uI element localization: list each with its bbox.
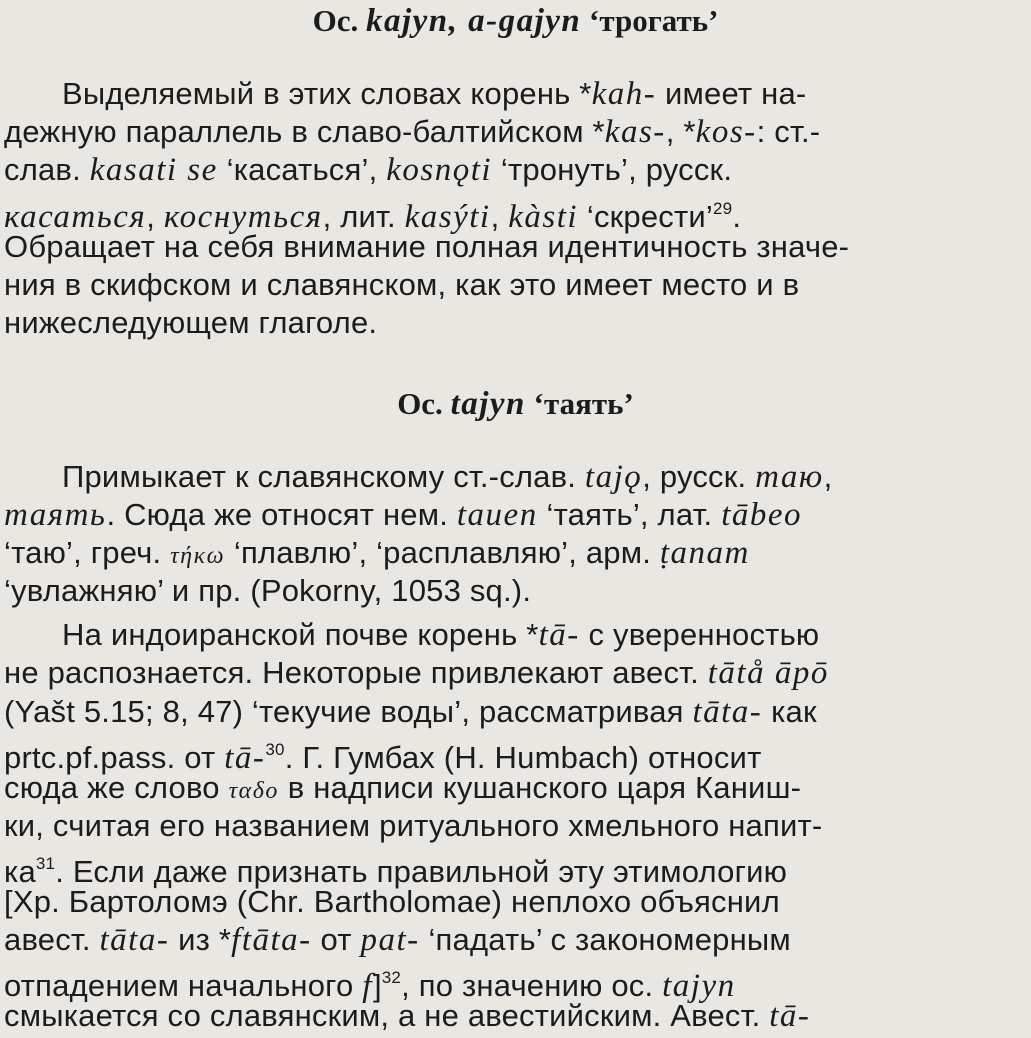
text-run: ] [372,968,382,1003]
paragraph-line: Обращает на себя внимание полная идентичность значе- [4,229,850,264]
text-run: ‘плавлю’, ‘расплавляю’, арм. [225,535,660,570]
paragraph-line [4,693,817,731]
italic-term: kos- [695,114,757,150]
text-run: . Если даже признать правильной эту этимологию [55,854,788,889]
italic-term: ftāta- [231,922,312,958]
italic-term: tā- [224,740,266,776]
text-run: ‘таять’, лат. [537,497,722,532]
text-run: (Yašt 5.15; 8, 47) ‘текучие воды’, рассматривая [4,694,693,729]
paragraph-line [4,151,732,189]
italic-term: tāta- [692,694,763,730]
section-heading-kajyn [0,2,1031,40]
italic-term: kas- [604,114,666,150]
italic-term: ṭanam [659,535,750,571]
italic-term: tātå āpō [707,655,829,691]
italic-term: kah- [591,76,657,112]
footnote-marker: 32 [381,968,402,987]
italic-term: kosnǫti [386,152,493,188]
text-run: из * [169,922,232,957]
text-run: с уверенностью [579,617,820,652]
text-run: , * [665,114,696,149]
text-run: Выделяемый в этих словах корень * [62,76,592,111]
paragraph-line [4,921,791,959]
text-run: На индоиранской почве корень * [62,617,539,652]
text-run: prtc.pf.pass. от [4,740,225,775]
text-run: , [146,199,164,234]
text-run: , лит. [322,199,405,234]
paragraph-line [4,113,820,151]
text-run: . Сюда же относят нем. [106,497,457,532]
text-run: от [311,922,361,957]
italic-term: kasati se [89,152,218,188]
italic-term: tajǫ [584,459,643,495]
heading-gloss: ‘таять’ [525,386,634,421]
paragraph-line [62,75,806,113]
italic-term: таю [755,459,824,495]
text-run: ‘падать’ с закономерным [419,922,791,957]
italic-term: tābeo [721,497,803,533]
italic-term: таять [4,497,107,533]
paragraph-line [4,496,802,534]
text-run: имеет на- [656,76,807,111]
heading-word: tajyn [450,386,526,422]
italic-term: τήκω [170,543,226,569]
text-run: , [490,199,509,234]
text-run: . Г. Гумбах (H. Humbach) относит [284,740,762,775]
italic-term: kàsti [508,199,579,235]
paragraph-line [4,997,810,1035]
paragraph-line [4,769,801,810]
text-run: отпадением начального [4,968,363,1003]
text-run: ‘скрести’ [578,199,714,234]
text-run: , русск. [642,459,756,494]
italic-term: f [362,968,373,1004]
text-run: ‘таю’, греч. [4,535,171,570]
paragraph-line: нижеследующем глаголе. [4,305,378,340]
text-run: ‘касаться’, [217,152,387,187]
text-run: , по значению ос. [401,968,663,1003]
paragraph-line: ‘увлажняю’ и пр. (Pokorny, 1053 sq.). [4,573,532,608]
italic-term: kasýti [404,199,491,235]
text-run: Примыкает к славянскому ст.-слав. [62,459,585,494]
text-run: ‘тронуть’, русск. [492,152,733,187]
italic-term: tāta- [99,922,170,958]
italic-term: ταδο [228,778,279,804]
text-run: дежную параллель в славо-балтийском * [4,114,605,149]
italic-term: касаться [4,199,147,235]
paragraph-line [4,534,750,575]
footnote-marker: 29 [713,199,733,218]
heading-word: kajyn, a-gajyn [365,3,582,39]
italic-term: tā- [538,617,580,653]
text-run: слав. [4,152,90,187]
text-run: не распознается. Некоторые привлекают авест. [4,655,708,690]
text-run: как [762,694,817,729]
text-run: сюда же слово [4,770,229,805]
text-run: авест. [4,922,100,957]
paragraph-line: ки, считая его названием ритуального хмельного напит- [4,808,823,843]
heading-prefix: Ос. [312,3,366,38]
text-run: ка [4,854,36,889]
italic-term: tā- [769,998,811,1034]
italic-term: pat- [360,922,420,958]
text-run: . [732,199,742,234]
heading-prefix: Ос. [397,386,451,421]
footnote-marker: 31 [35,854,56,873]
paragraph-line: ния в скифском и славянском, как это имеет место и в [4,267,800,302]
section-heading-tajyn [0,385,1031,423]
paragraph-line [4,654,829,692]
text-run: смыкается со славянским, а не авестийским. Авест. [4,998,770,1033]
footnote-marker: 30 [265,740,285,759]
paragraph-line: [Хр. Бартоломэ (Chr. Bartholomae) неплохо объяснил [4,884,780,919]
italic-term: tauen [456,497,538,533]
text-run: : ст.- [756,114,821,149]
paragraph-line [62,616,819,654]
italic-term: tajyn [662,968,736,1004]
italic-term: коснуться [163,199,323,235]
text-run: , [823,459,833,494]
paragraph-line [62,458,832,496]
heading-gloss: ‘трогать’ [581,3,719,38]
text-run: в надписи кушанского царя Каниш- [278,770,802,805]
